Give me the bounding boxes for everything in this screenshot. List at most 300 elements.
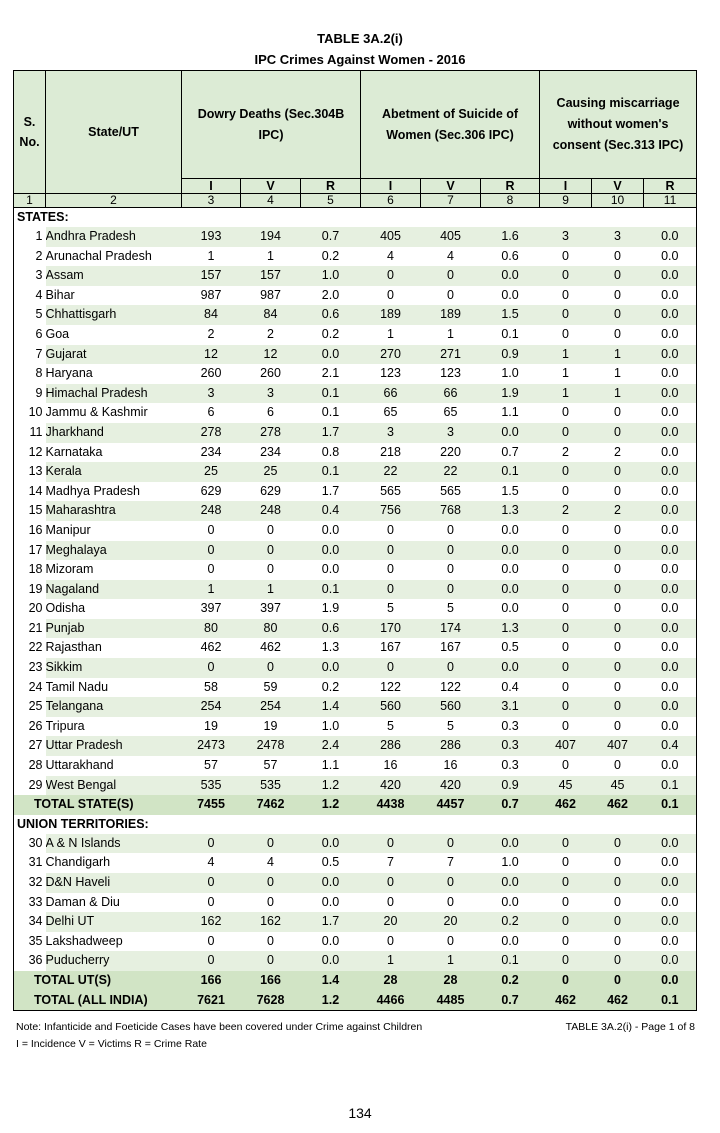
value-cell: 1.9 xyxy=(481,384,540,404)
value-cell: 0.0 xyxy=(501,894,519,909)
page-label: TABLE 3A.2(i) - Page 1 of 8 xyxy=(565,1021,695,1033)
value-cell: 0.0 xyxy=(301,951,361,971)
value-cell: 167 xyxy=(380,640,401,655)
value-cell: 407 xyxy=(592,736,644,756)
value-cell: 0.8 xyxy=(321,444,340,459)
serial-number-cell: 2 xyxy=(35,248,43,263)
serial-number-cell: 32 xyxy=(28,875,43,889)
state-name-cell: Himachal Pradesh xyxy=(46,384,182,404)
state-name-cell: Madhya Pradesh xyxy=(45,483,141,498)
value-cell: 45 xyxy=(592,776,644,796)
column-number-cell: 9 xyxy=(540,194,592,208)
state-name-cell: Assam xyxy=(46,266,182,286)
value-cell: 462 xyxy=(200,640,222,655)
value-cell: 1 xyxy=(592,384,644,404)
value-cell: 0 xyxy=(592,580,644,600)
value-cell: 80 xyxy=(241,619,301,639)
value-cell: 234 xyxy=(260,444,281,459)
value-cell: 0.0 xyxy=(321,894,340,909)
table-row xyxy=(14,286,697,306)
value-cell: 2 xyxy=(267,326,274,341)
value-cell: 0 xyxy=(207,522,215,537)
value-cell: 2.4 xyxy=(301,736,361,756)
value-cell: 0 xyxy=(562,601,569,616)
column-number-cell: 6 xyxy=(361,194,421,208)
value-cell: 0 xyxy=(447,933,454,948)
value-cell: 1.0 xyxy=(321,718,340,733)
table-row xyxy=(14,443,697,463)
value-cell: 0.0 xyxy=(481,873,540,893)
value-cell: 0.0 xyxy=(481,658,540,678)
value-cell: 1 xyxy=(421,951,481,971)
value-cell: 0 xyxy=(361,834,421,854)
serial-number-cell: 29 xyxy=(28,777,43,792)
value-cell: 84 xyxy=(241,305,301,325)
value-cell: 0.0 xyxy=(644,305,697,325)
value-cell: 0.0 xyxy=(661,248,679,263)
value-cell: 0 xyxy=(614,601,621,616)
table-row xyxy=(14,521,697,541)
value-cell: 0.3 xyxy=(481,736,540,756)
state-name-cell: Chandigarh xyxy=(45,855,111,870)
value-cell: 16 xyxy=(443,758,458,773)
serial-number-cell: 25 xyxy=(28,699,43,714)
value-cell: 0 xyxy=(241,658,301,678)
column-number-cell: 10 xyxy=(592,194,644,208)
value-cell: 0 xyxy=(592,912,644,932)
value-cell: 167 xyxy=(440,640,461,655)
value-cell: 0.0 xyxy=(644,501,697,521)
state-name-cell: Delhi UT xyxy=(46,912,182,932)
value-cell: 0 xyxy=(361,580,421,600)
table-subtitle: IPC Crimes Against Women - 2016 xyxy=(254,52,466,67)
value-cell: 0 xyxy=(182,834,241,854)
table-row xyxy=(14,853,697,873)
subheader-cell: I xyxy=(361,179,421,194)
state-name-cell: Haryana xyxy=(45,366,93,381)
state-name-cell: Kerala xyxy=(46,462,182,482)
serial-number-cell: 22 xyxy=(28,640,43,655)
total-value-cell: 0.1 xyxy=(644,795,697,815)
value-cell: 5 xyxy=(387,718,394,733)
total-value-cell: 0.7 xyxy=(481,795,540,815)
value-cell: 0.0 xyxy=(501,522,519,537)
value-cell: 0.0 xyxy=(644,266,697,286)
section-heading: STATES: xyxy=(17,210,69,224)
table-row xyxy=(14,697,697,717)
serial-number-cell: 8 xyxy=(35,366,43,381)
value-cell: 2 xyxy=(207,326,215,341)
state-name-cell: Nagaland xyxy=(46,580,182,600)
serial-number-cell: 17 xyxy=(28,542,43,557)
value-cell: 0 xyxy=(421,658,481,678)
value-cell: 0 xyxy=(447,894,454,909)
value-cell: 0 xyxy=(562,287,569,302)
value-cell: 0 xyxy=(267,894,274,909)
value-cell: 0 xyxy=(592,423,644,443)
total-row xyxy=(14,795,697,815)
subheader-cell: V xyxy=(592,179,644,194)
value-cell: 397 xyxy=(200,601,222,616)
value-cell: 0.0 xyxy=(644,873,697,893)
value-cell: 0 xyxy=(182,541,241,561)
table-row xyxy=(14,873,697,893)
total-value-cell: 28 xyxy=(421,971,481,991)
page-number: 134 xyxy=(348,1105,372,1121)
value-cell: 768 xyxy=(421,501,481,521)
value-cell: 0.0 xyxy=(301,658,361,678)
value-cell: 1.1 xyxy=(321,758,340,773)
value-cell: 987 xyxy=(200,287,222,302)
table-row xyxy=(14,266,697,286)
table-row xyxy=(14,776,697,796)
value-cell: 0 xyxy=(562,640,569,655)
value-cell: 1.1 xyxy=(501,405,519,420)
value-cell: 0 xyxy=(614,248,621,263)
section-heading-row xyxy=(14,815,697,834)
value-cell: 397 xyxy=(260,601,281,616)
value-cell: 0 xyxy=(614,679,621,694)
value-cell: 0.0 xyxy=(644,580,697,600)
value-cell: 0 xyxy=(540,619,592,639)
state-name-cell: Maharashtra xyxy=(46,501,182,521)
state-name-cell: Manipur xyxy=(45,522,91,537)
total-value-cell: 0 xyxy=(592,971,644,991)
serial-number-cell: 15 xyxy=(28,503,43,518)
value-cell: 0.0 xyxy=(644,834,697,854)
value-cell: 0 xyxy=(562,679,569,694)
value-cell: 1.3 xyxy=(321,640,340,655)
value-cell: 57 xyxy=(263,758,278,773)
value-cell: 1 xyxy=(614,366,621,381)
total-value-cell: 0 xyxy=(540,971,592,991)
state-name-cell: Tamil Nadu xyxy=(45,679,109,694)
value-cell: 535 xyxy=(182,776,241,796)
value-cell: 0.0 xyxy=(644,384,697,404)
subheader-cell: V xyxy=(241,179,301,194)
value-cell: 260 xyxy=(260,366,281,381)
value-cell: 0.0 xyxy=(644,541,697,561)
value-cell: 0 xyxy=(540,697,592,717)
serial-number-cell: 4 xyxy=(35,287,43,302)
value-cell: 0 xyxy=(562,855,569,870)
value-cell: 1 xyxy=(592,345,644,365)
value-cell: 0.0 xyxy=(644,423,697,443)
value-cell: 0.0 xyxy=(661,366,679,381)
value-cell: 220 xyxy=(440,444,461,459)
value-cell: 59 xyxy=(263,679,278,694)
header-sno: S. No. xyxy=(14,71,46,194)
value-cell: 629 xyxy=(260,483,281,498)
state-name-cell: Gujarat xyxy=(46,345,182,365)
value-cell: 4 xyxy=(447,248,454,263)
value-cell: 0.0 xyxy=(501,287,519,302)
value-cell: 0 xyxy=(421,873,481,893)
value-cell: 122 xyxy=(380,679,401,694)
value-cell: 0 xyxy=(387,522,394,537)
value-cell: 0.7 xyxy=(501,444,519,459)
table-row xyxy=(14,638,697,658)
value-cell: 1 xyxy=(241,580,301,600)
value-cell: 0 xyxy=(361,658,421,678)
total-value-cell: 1.2 xyxy=(301,991,361,1011)
value-cell: 0 xyxy=(614,405,621,420)
table-row xyxy=(14,482,697,502)
total-value-cell: 0.0 xyxy=(644,971,697,991)
value-cell: 0 xyxy=(562,405,569,420)
value-cell: 0.0 xyxy=(321,933,340,948)
value-cell: 248 xyxy=(182,501,241,521)
value-cell: 0.4 xyxy=(501,679,519,694)
value-cell: 407 xyxy=(540,736,592,756)
value-cell: 270 xyxy=(361,345,421,365)
value-cell: 0.0 xyxy=(301,834,361,854)
value-cell: 0 xyxy=(540,541,592,561)
serial-number-cell: 11 xyxy=(29,424,43,439)
total-label: TOTAL (ALL INDIA) xyxy=(14,991,182,1011)
value-cell: 58 xyxy=(204,679,218,694)
value-cell: 0.0 xyxy=(644,462,697,482)
value-cell: 1.4 xyxy=(301,697,361,717)
value-cell: 0 xyxy=(421,541,481,561)
value-cell: 0 xyxy=(592,834,644,854)
value-cell: 0.0 xyxy=(321,522,340,537)
serial-number-cell: 23 xyxy=(28,660,43,675)
table-row xyxy=(14,423,697,443)
value-cell: 0 xyxy=(614,287,621,302)
value-cell: 565 xyxy=(380,483,401,498)
value-cell: 0 xyxy=(207,562,215,577)
table-row xyxy=(14,462,697,482)
state-name-cell: Bihar xyxy=(45,287,75,302)
value-cell: 170 xyxy=(361,619,421,639)
value-cell: 0.0 xyxy=(301,345,361,365)
total-value-cell: 4485 xyxy=(421,991,481,1011)
value-cell: 1.9 xyxy=(321,601,340,616)
value-cell: 3 xyxy=(592,227,644,247)
table-title: TABLE 3A.2(i) xyxy=(317,31,403,46)
total-value-cell: 462 xyxy=(592,991,644,1011)
legend-note: I = Incidence V = Victims R = Crime Rate xyxy=(16,1038,207,1050)
header-abetment-suicide: Abetment of Suicide of Women (Sec.306 IPC) xyxy=(361,71,540,179)
value-cell: 174 xyxy=(421,619,481,639)
value-cell: 20 xyxy=(421,912,481,932)
value-cell: 1.3 xyxy=(481,619,540,639)
table-row xyxy=(14,227,697,247)
value-cell: 2 xyxy=(592,501,644,521)
state-name-cell: Jammu & Kashmir xyxy=(45,405,148,420)
value-cell: 5 xyxy=(387,601,394,616)
total-value-cell: 1.2 xyxy=(301,795,361,815)
serial-number-cell: 6 xyxy=(35,326,43,341)
value-cell: 0.1 xyxy=(301,580,361,600)
column-number-cell: 8 xyxy=(481,194,540,208)
value-cell: 0.5 xyxy=(501,640,519,655)
value-cell: 756 xyxy=(361,501,421,521)
serial-number-cell: 21 xyxy=(28,620,43,635)
value-cell: 57 xyxy=(204,758,218,773)
value-cell: 0 xyxy=(540,873,592,893)
total-label: TOTAL STATE(S) xyxy=(14,795,182,815)
total-value-cell: 28 xyxy=(361,971,421,991)
table-row xyxy=(14,619,697,639)
value-cell: 286 xyxy=(361,736,421,756)
crimes-table xyxy=(13,70,697,1011)
value-cell: 0 xyxy=(562,933,569,948)
value-cell: 0.9 xyxy=(481,345,540,365)
table-row xyxy=(14,501,697,521)
value-cell: 19 xyxy=(204,718,218,733)
value-cell: 193 xyxy=(182,227,241,247)
subheader-cell: R xyxy=(644,179,697,194)
table-row xyxy=(14,599,697,619)
value-cell: 3 xyxy=(540,227,592,247)
value-cell: 0 xyxy=(562,326,569,341)
value-cell: 0 xyxy=(592,697,644,717)
value-cell: 0 xyxy=(614,894,621,909)
value-cell: 4 xyxy=(207,855,215,870)
total-value-cell: 7462 xyxy=(241,795,301,815)
value-cell: 0.3 xyxy=(501,718,519,733)
value-cell: 0 xyxy=(182,658,241,678)
value-cell: 0.0 xyxy=(661,855,679,870)
value-cell: 0.0 xyxy=(661,522,679,537)
total-value-cell: 0.7 xyxy=(481,991,540,1011)
value-cell: 0 xyxy=(562,718,569,733)
value-cell: 0 xyxy=(592,462,644,482)
value-cell: 0.6 xyxy=(301,305,361,325)
value-cell: 0.9 xyxy=(481,776,540,796)
section-heading: UNION TERRITORIES: xyxy=(17,816,149,831)
value-cell: 1 xyxy=(540,345,592,365)
value-cell: 19 xyxy=(263,718,278,733)
state-name-cell: Andhra Pradesh xyxy=(46,227,182,247)
value-cell: 0.0 xyxy=(661,483,679,498)
table-row xyxy=(14,932,697,952)
value-cell: 84 xyxy=(182,305,241,325)
state-name-cell: Mizoram xyxy=(45,562,94,577)
value-cell: 0.4 xyxy=(644,736,697,756)
value-cell: 0.2 xyxy=(481,912,540,932)
value-cell: 162 xyxy=(241,912,301,932)
value-cell: 189 xyxy=(361,305,421,325)
value-cell: 0 xyxy=(540,580,592,600)
value-cell: 560 xyxy=(361,697,421,717)
table-row xyxy=(14,834,697,854)
value-cell: 0 xyxy=(421,834,481,854)
value-cell: 123 xyxy=(440,366,461,381)
table-row xyxy=(14,384,697,404)
state-name-cell: Daman & Diu xyxy=(45,894,120,909)
value-cell: 0.1 xyxy=(321,405,340,420)
value-cell: 0.0 xyxy=(661,640,679,655)
value-cell: 405 xyxy=(361,227,421,247)
value-cell: 4 xyxy=(387,248,394,263)
total-value-cell: 7455 xyxy=(182,795,241,815)
value-cell: 2473 xyxy=(182,736,241,756)
value-cell: 0 xyxy=(540,423,592,443)
value-cell: 278 xyxy=(182,423,241,443)
value-cell: 0 xyxy=(361,541,421,561)
value-cell: 1.0 xyxy=(501,366,519,381)
value-cell: 0.0 xyxy=(661,405,679,420)
value-cell: 565 xyxy=(440,483,461,498)
value-cell: 7 xyxy=(447,855,454,870)
value-cell: 420 xyxy=(361,776,421,796)
total-value-cell: 166 xyxy=(182,971,241,991)
value-cell: 1 xyxy=(562,366,569,381)
state-name-cell: Sikkim xyxy=(46,658,182,678)
serial-number-cell: 9 xyxy=(35,385,43,400)
serial-number-cell: 27 xyxy=(28,738,43,753)
value-cell: 3.1 xyxy=(481,697,540,717)
subheader-cell: V xyxy=(421,179,481,194)
value-cell: 0.0 xyxy=(481,266,540,286)
value-cell: 6 xyxy=(207,405,215,420)
value-cell: 0.0 xyxy=(661,679,679,694)
value-cell: 194 xyxy=(241,227,301,247)
value-cell: 189 xyxy=(421,305,481,325)
total-value-cell: 462 xyxy=(540,991,592,1011)
value-cell: 1 xyxy=(540,384,592,404)
value-cell: 560 xyxy=(421,697,481,717)
serial-number-cell: 1 xyxy=(35,229,43,243)
total-value-cell: 1.4 xyxy=(301,971,361,991)
value-cell: 0.0 xyxy=(501,601,519,616)
total-value-cell: 7621 xyxy=(182,991,241,1011)
value-cell: 0 xyxy=(267,933,274,948)
column-number-cell: 2 xyxy=(46,194,182,208)
value-cell: 0.0 xyxy=(661,933,679,948)
value-cell: 0 xyxy=(241,541,301,561)
value-cell: 16 xyxy=(383,758,398,773)
value-cell: 218 xyxy=(380,444,401,459)
value-cell: 0 xyxy=(592,305,644,325)
serial-number-cell: 20 xyxy=(28,601,43,616)
value-cell: 0.6 xyxy=(501,248,519,263)
total-label: TOTAL UT(S) xyxy=(14,971,182,991)
header-state: State/UT xyxy=(46,71,182,194)
value-cell: 0 xyxy=(540,462,592,482)
value-cell: 1 xyxy=(387,326,394,341)
state-name-cell: D&N Haveli xyxy=(46,873,182,893)
value-cell: 0 xyxy=(540,658,592,678)
table-row xyxy=(14,893,697,913)
value-cell: 0 xyxy=(540,912,592,932)
subheader-cell: I xyxy=(182,179,241,194)
value-cell: 0 xyxy=(562,483,569,498)
value-cell: 0.0 xyxy=(644,697,697,717)
value-cell: 0.0 xyxy=(644,345,697,365)
table-row xyxy=(14,717,697,737)
value-cell: 0 xyxy=(592,873,644,893)
header-miscarriage: Causing miscarriage without women's consent (Sec.313 IPC) xyxy=(540,71,697,179)
serial-number-cell: 28 xyxy=(28,758,43,773)
table-body xyxy=(14,208,697,1011)
value-cell: 65 xyxy=(383,405,398,420)
serial-number-cell: 33 xyxy=(28,894,43,909)
value-cell: 0.0 xyxy=(301,541,361,561)
value-cell: 5 xyxy=(447,718,454,733)
value-cell: 0 xyxy=(267,522,274,537)
value-cell: 0 xyxy=(540,305,592,325)
column-number-cell: 3 xyxy=(182,194,241,208)
value-cell: 0 xyxy=(387,287,394,302)
table-row xyxy=(14,305,697,325)
table-row xyxy=(14,736,697,756)
table-row xyxy=(14,345,697,365)
value-cell: 3 xyxy=(241,384,301,404)
